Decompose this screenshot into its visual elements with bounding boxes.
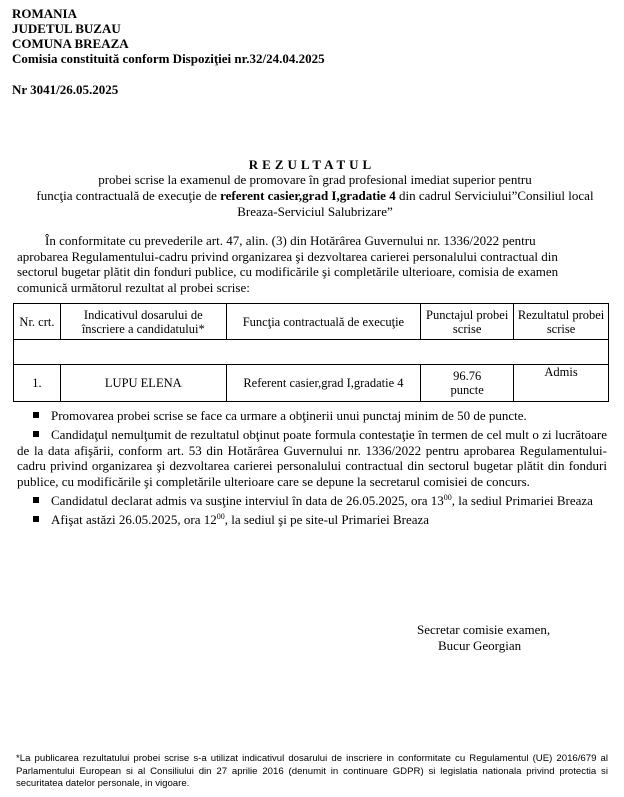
signature-role: Secretar comisie examen, — [417, 622, 551, 637]
document-title: REZULTATUL — [248, 157, 376, 172]
table-header-row — [14, 304, 609, 340]
bullet-square-icon — [33, 497, 39, 503]
punctaj-value: 96.76 — [453, 369, 482, 383]
bullet-square-icon — [33, 412, 39, 418]
subtitle-text: funcţia contractuală de execuţie de — [36, 188, 221, 203]
institution-header — [12, 6, 325, 66]
note-item — [17, 493, 607, 509]
cell-punctaj — [421, 365, 514, 402]
subtitle-line-3: Breaza-Serviciul Salubrizare” — [237, 204, 393, 219]
header-punctaj: Punctajul probei scrise — [421, 304, 514, 340]
note-text: Promovarea probei scrise se face ca urmare a obţinerii unui punctaj minim de 50 de puncte. — [51, 408, 527, 423]
header-county: JUDETUL BUZAU — [12, 21, 121, 36]
note-item — [17, 427, 607, 490]
position-name: referent casier,grad I,gradatie 4 — [220, 188, 396, 203]
time-superscript: 00 — [443, 492, 452, 502]
table-spacer-row — [14, 340, 609, 365]
cell-functia: Referent casier,grad I,gradatie 4 — [226, 365, 421, 402]
intro-line: În conformitate cu prevederile art. 47, alin. (3) din Hotărârea Guvernului nr. 1336/2022 pentru — [45, 233, 536, 248]
document-subtitle — [20, 172, 610, 220]
intro-line: aprobarea Regulamentului-cadru privind organizarea şi dezvoltarea carierei personalului contractual din — [17, 248, 558, 264]
note-item — [17, 408, 607, 424]
subtitle-line-2 — [20, 188, 610, 204]
results-table — [13, 303, 609, 402]
footnote: *La publicarea rezultatului probei scrise s-a utilizat indicativul dosarului de inscriere in conformitate cu Regulamentul (UE) 2016/679 al Parlamentului European si al Consiliului din 27 aprilie 2016 (denumit in continuare GDPR) si legislatia nationala privind protectia si securitatea datelor personale, in vigoare. — [16, 753, 608, 789]
time-superscript: 00 — [216, 511, 225, 521]
cell-rezultat: Admis — [514, 365, 609, 402]
cell-nr: 1. — [14, 365, 61, 402]
subtitle-text: din cadrul Serviciului”Consiliul local — [395, 188, 594, 203]
intro-line: sectorul bugetar plătit din fonduri publice, cu modificările şi completările ulterioare, comisia de examen — [17, 264, 559, 280]
spacer-cell — [14, 340, 609, 365]
subtitle-line-1: probei scrise la examenul de promovare în grad profesional imediat superior pentru — [98, 172, 532, 187]
cell-candidat: LUPU ELENA — [60, 365, 226, 402]
bullet-square-icon — [33, 431, 39, 437]
punctaj-unit: puncte — [450, 383, 484, 397]
note-item — [17, 512, 607, 528]
note-text: Afişat astăzi 26.05.2025, ora 12 — [51, 511, 217, 527]
header-commission: Comisia constituită conform Dispoziţiei nr.32/24.04.2025 — [12, 51, 325, 66]
signature-name: Bucur Georgian — [438, 638, 522, 653]
header-functia: Funcţia contractuală de execuţie — [226, 304, 421, 340]
header-commune: COMUNA BREAZA — [12, 36, 129, 51]
table-row — [14, 365, 609, 402]
registration-number: Nr 3041/26.05.2025 — [12, 82, 119, 97]
intro-line: comunică următorul rezultat al probei scrise: — [17, 279, 250, 295]
header-rezultat: Rezultatul probei scrise — [514, 304, 609, 340]
note-text: Candidaţul nemulţumit de rezultatul obţinut poate formula contestaţie în termen de cel mult o zi lucrătoare de la data afişării, conform art. 53 din Hotărârea Guvernului nr. 1336/2022 pentru aprobarea Regulamentului-cadru privind organizarea şi dezvoltarea carierei personalului contractual din sectorul bugetar plătit din fonduri publice, cu modificările şi completările ulterioare care se depune la secretarul comisiei de concurs. — [17, 426, 607, 490]
signature-block — [417, 622, 550, 654]
bullet-square-icon — [33, 516, 39, 522]
note-text: , la sediul Primariei Breaza — [451, 492, 593, 508]
header-country: ROMANIA — [12, 6, 77, 21]
note-text: Candidatul declarat admis va susţine interviul în data de 26.05.2025, ora 13 — [51, 492, 444, 508]
notes-list — [17, 408, 607, 531]
header-nr: Nr. crt. — [14, 304, 61, 340]
header-indicativ: Indicativul dosarului de înscriere a candidatului* — [60, 304, 226, 340]
note-text: , la sediul şi pe site-ul Primariei Breaza — [224, 511, 430, 527]
intro-paragraph — [17, 233, 607, 295]
